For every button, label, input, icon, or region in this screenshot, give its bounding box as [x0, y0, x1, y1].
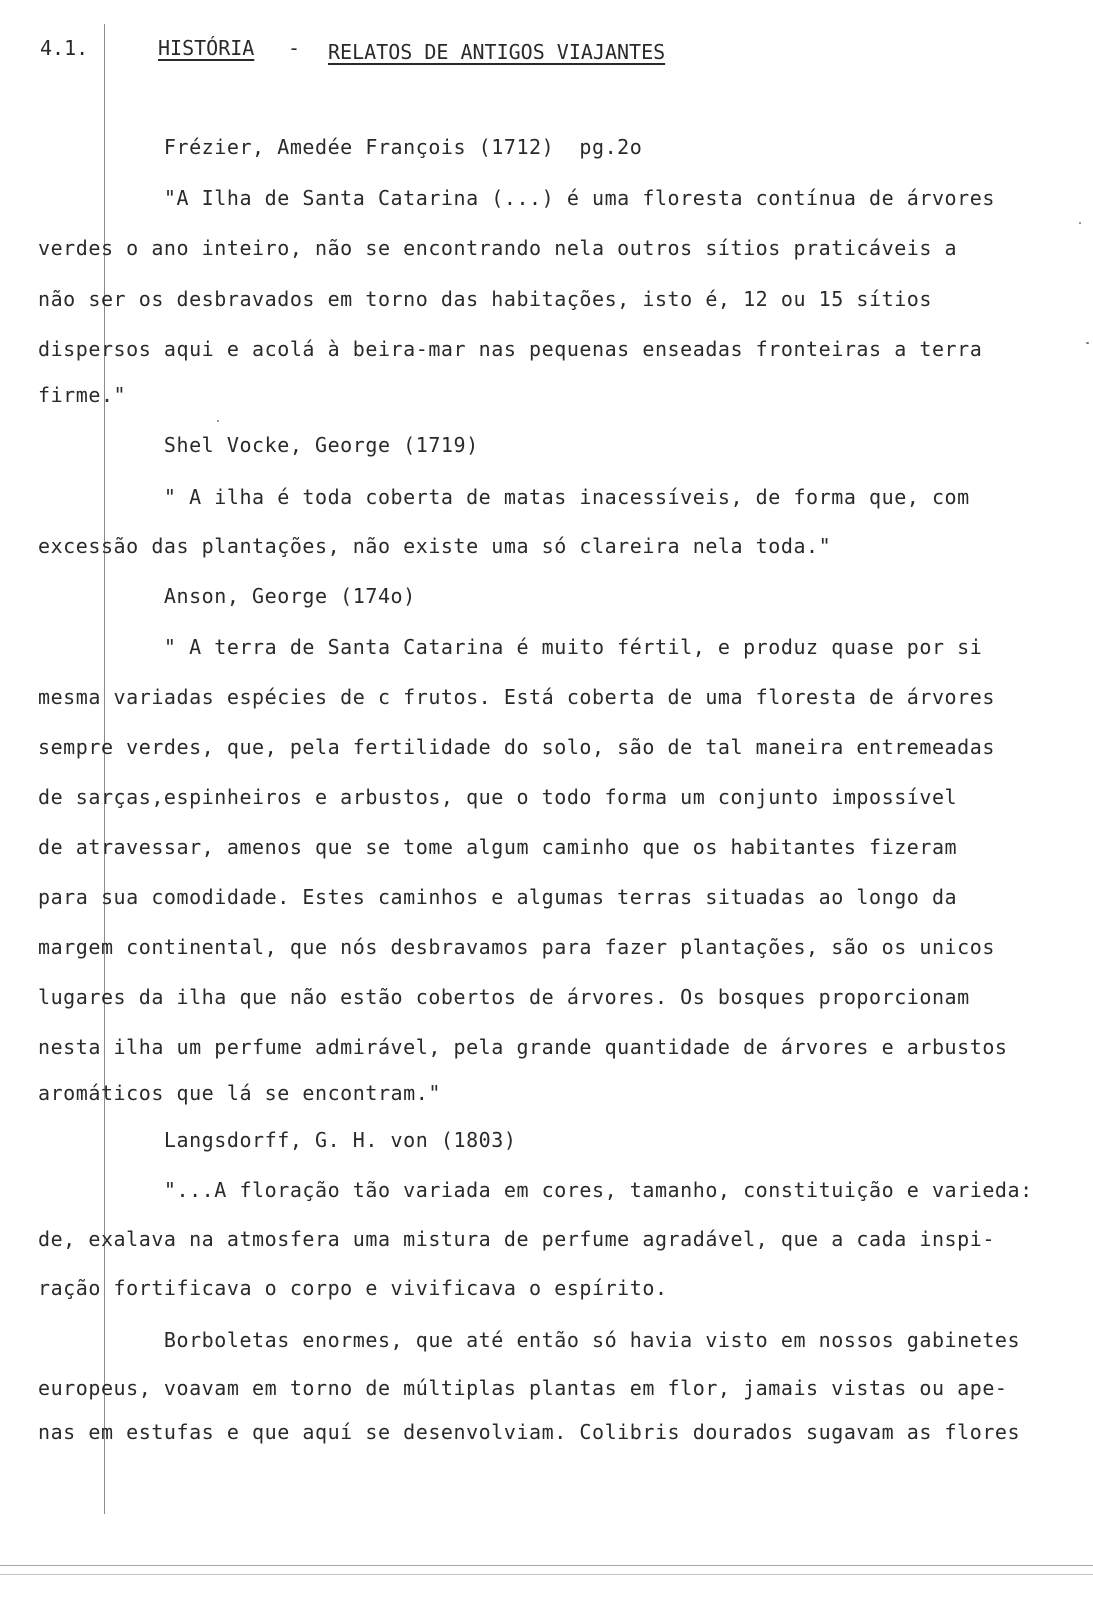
text-line: Borboletas enormes, que até então só havia visto em nossos gabinetes	[38, 1328, 1021, 1352]
text-line: nas em estufas e que aquí se desenvolviam. Colibris dourados sugavam as flores	[38, 1420, 1021, 1444]
text-line: Shel Vocke, George (1719)	[38, 433, 479, 457]
text-line: para sua comodidade. Estes caminhos e algumas terras situadas ao longo da	[38, 885, 958, 909]
text-line: Langsdorff, G. H. von (1803)	[38, 1128, 517, 1152]
text-line: europeus, voavam em torno de múltiplas plantas em flor, jamais vistas ou ape-	[38, 1376, 1008, 1400]
text-line: ração fortificava o corpo e vivificava o espírito.	[38, 1276, 668, 1300]
text-line: verdes o ano inteiro, não se encontrando nela outros sítios praticáveis a	[38, 236, 958, 260]
section-title: HISTÓRIA	[158, 36, 255, 60]
text-line: Frézier, Amedée François (1712) pg.2o	[38, 135, 643, 159]
text-line: de sarças,espinheiros e arbustos, que o todo forma um conjunto impossível	[38, 785, 958, 809]
text-line: mesma variadas espécies de c frutos. Está coberta de uma floresta de árvores	[38, 685, 995, 709]
text-line: "A Ilha de Santa Catarina (...) é uma floresta contínua de árvores	[38, 186, 995, 210]
text-line: dispersos aqui e acolá à beira-mar nas pequenas enseadas fronteiras a terra	[38, 337, 983, 361]
text-line: "...A floração tão variada em cores, tamanho, constituição e varieda:	[38, 1178, 1033, 1202]
text-line: margem continental, que nós desbravamos para fazer plantações, são os unicos	[38, 935, 995, 959]
page-bottom-rule	[0, 1574, 1093, 1575]
paper-speck	[1079, 222, 1081, 224]
text-line: excessão das plantações, não existe uma só clareira nela toda."	[38, 534, 832, 558]
text-line: de, exalava na atmosfera uma mistura de perfume agradável, que a cada inspi-	[38, 1227, 995, 1251]
text-line: não ser os desbravados em torno das habitações, isto é, 12 ou 15 sítios	[38, 287, 932, 311]
paper-speck	[217, 420, 219, 422]
text-line: nesta ilha um perfume admirável, pela grande quantidade de árvores e arbustos	[38, 1035, 1008, 1059]
section-subtitle: RELATOS DE ANTIGOS VIAJANTES	[328, 40, 666, 64]
text-line: de atravessar, amenos que se tome algum caminho que os habitantes fizeram	[38, 835, 958, 859]
text-line: lugares da ilha que não estão cobertos de árvores. Os bosques proporcionam	[38, 985, 970, 1009]
text-line: Anson, George (174o)	[38, 584, 416, 608]
text-line: " A ilha é toda coberta de matas inacessíveis, de forma que, com	[38, 485, 970, 509]
paper-speck	[1086, 342, 1089, 344]
text-line: " A terra de Santa Catarina é muito fértil, e produz quase por si	[38, 635, 983, 659]
text-line: firme."	[38, 383, 127, 407]
page-bottom-rule	[0, 1565, 1093, 1566]
section-number: 4.1.	[40, 36, 89, 60]
text-line: sempre verdes, que, pela fertilidade do solo, são de tal maneira entremeadas	[38, 735, 995, 759]
text-line: aromáticos que lá se encontram."	[38, 1081, 441, 1105]
title-separator: -	[288, 36, 301, 60]
